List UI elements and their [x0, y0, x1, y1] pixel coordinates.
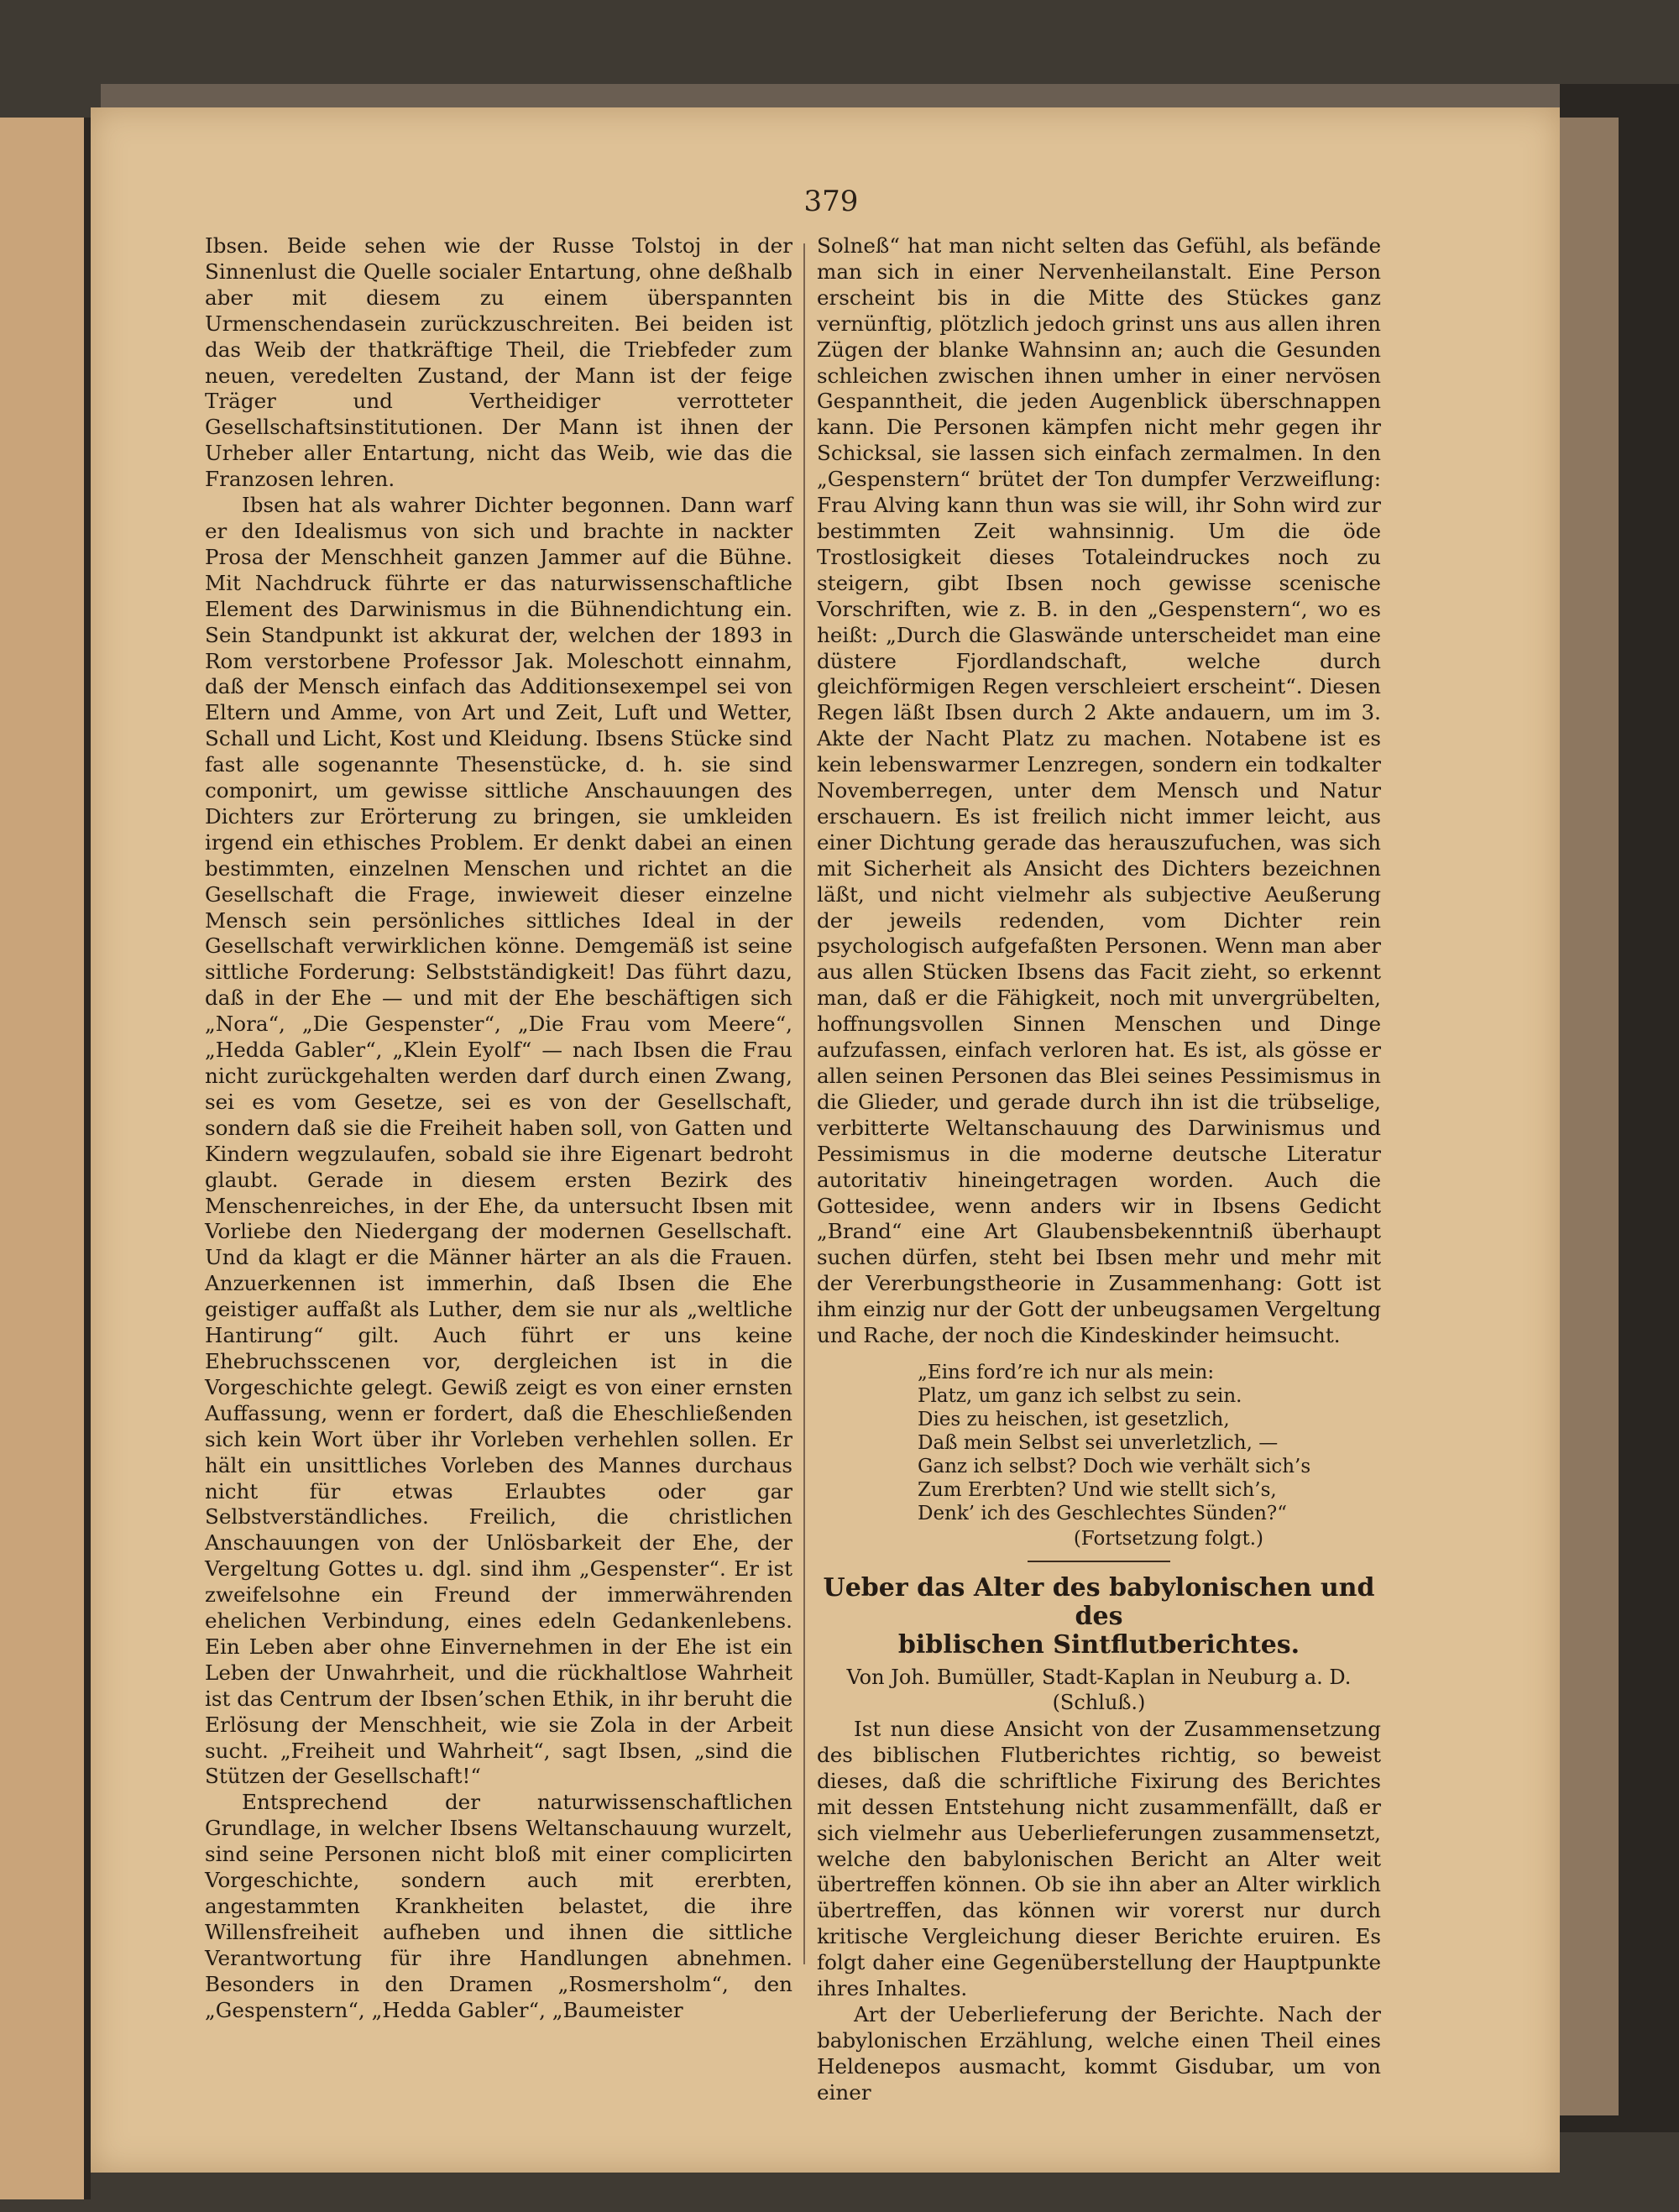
poem-line: Platz, um ganz ich selbst zu sein. [918, 1384, 1242, 1407]
poem-line: „Eins ford’re ich nur als mein: [918, 1361, 1215, 1383]
article-title [817, 1574, 1381, 1660]
paragraph: Art der Ueberlieferung der Berichte. Nach der babylonischen Erzählung, welche einen Theil eines Heldenepos ausmacht, kommt Gisdubar, um von einer [817, 2001, 1381, 2105]
paragraph: Entsprechend der naturwissenschaftlichen Grundlage, in welcher Ibsens Weltanschauung wurzelt, sind seine Personen nicht bloß mit einer complicirten Vorgeschichte, sondern auch mit ererbten, angestammten Krankheiten belastet, die ihre Willensfreiheit aufheben und ihnen die sittliche Verantwortung für ihre Handlungen abnehmen. Besonders in den Dramen „Rosmersholm“, den „Gespenstern“, „Hedda Gabler“, „Baumeister [205, 1790, 792, 2022]
poem-line: Ganz ich selbst? Doch wie verhält sich’s [918, 1455, 1311, 1477]
article-subtitle: (Schluß.) [1052, 1690, 1146, 1714]
right-column [817, 233, 1381, 2105]
section-rule [1028, 1561, 1170, 1562]
page-number: 379 [803, 185, 859, 218]
paragraph: Ibsen hat als wahrer Dichter begonnen. Dann warf er den Idealismus von sich und brachte in nackter Prosa der Menschheit ganzen Jammer auf die Bühne. Mit Nachdruck führte er das naturwissenschaftliche Element des Darwinismus in die Bühnendichtung ein. Sein Standpunkt ist akkurat der, welchen der 1893 in Rom verstorbene Professor Jak. Moleschott einnahm, daß der Mensch einfach das Additionsexempel sei von Eltern und Amme, von Art und Zeit, Luft und Wetter, Schall und Licht, Kost und Kleidung. Ibsens Stücke sind fast alle sogenannte Thesenstücke, d. h. sie sind componirt, um gewisse sittliche Anschauungen des Dichters zur Erörterung zu bringen, sie umkleiden irgend ein ethisches Problem. Er denkt dabei an einen bestimmten, einzelnen Menschen und richtet an die Gesellschaft die Frage, inwieweit dieser einzelne Mensch sein persönliches sittliches Ideal in der Gesellschaft verwirklichen könne. Demgemäß ist seine sittliche Forderung: Selbstständigkeit! Das führt dazu, daß in der Ehe — und mit der Ehe beschäftigen sich „Nora“, „Die Gespenster“, „Die Frau vom Meere“, „Hedda Gabler“, „Klein Eyolf“ — nach Ibsen die Frau nicht zurückgehalten werden darf durch einen Zwang, sei es vom Gesetze, sei es von der Gesellschaft, sondern daß sie die Freiheit haben soll, von Gatten und Kindern wegzulaufen, sobald sie ihre Eigenart bedroht glaubt. Gerade in diesem ersten Bezirk des Menschenreiches, in der Ehe, da untersucht Ibsen mit Vorliebe den Niedergang der modernen Gesellschaft. Und da klagt er die Männer härter an als die Frauen. Anzuerkennen ist immerhin, daß Ibsen die Ehe geistiger auffaßt als Luther, dem sie nur als „weltliche Hantirung“ gilt. Auch führt er uns keine Ehebruchsscenen vor, dergleichen ist in die Vorgeschichte gelegt. Gewiß zeigt es von einer ernsten Auffassung, wenn er fordert, daß die Eheschließenden sich kein Wort über ihr Vorleben verhehlen sollen. Er hält ein unsittliches Vorleben des Mannes durchaus nicht für etwas Erlaubtes oder gar Selbstverständliches. Freilich, die christlichen Anschauungen von der Unlösbarkeit der Ehe, der Vergeltung Gottes u. dgl. sind ihm „Gespenster“. Er ist zweifelsohne ein Freund der immerwährenden ehelichen Verbindung, eines edeln Gedankenlebens. Ein Leben aber ohne Einvernehmen in der Ehe ist ein Leben der Unwahrheit, und die rückhaltlose Wahrheit ist das Centrum der Ibsen’schen Ethik, in ihr beruht die Erlösung der Menschheit, wie sie Zola in der Arbeit sucht. „Freiheit und Wahrheit“, sagt Ibsen, „sind die Stützen der Gesellschaft!“ [205, 493, 792, 1789]
poem-line: Zum Ererbten? Und wie stellt sich’s, [918, 1478, 1277, 1501]
book-binding-top [101, 84, 1679, 107]
book-cloth-edge [1560, 118, 1619, 2115]
article-title-line: biblischen Sintflutberichtes. [897, 1629, 1300, 1660]
article-title-line: Ueber das Alter des babylonischen und des [823, 1572, 1375, 1631]
paragraph: Ibsen. Beide sehen wie der Russe Tolstoj in der Sinnenlust die Quelle socialer Entartung, ohne deßhalb aber mit diesem zu einem überspannten Urmenschendasein zurückzuschreiten. Bei beiden ist das Weib der thatkräftige Theil, die Triebfeder zum neuen, veredelten Zustand, der Mann ist der feige Träger und Vertheidiger verrotteter Gesellschaftsinstitutionen. Der Mann ist ihnen der Urheber aller Entartung, nicht das Weib, wie das die Franzosen lehren. [205, 233, 792, 492]
poem-line: Dies zu heischen, ist gesetzlich, [918, 1408, 1230, 1430]
continuation-note: (Fortsetzung folgt.) [1073, 1527, 1263, 1550]
article-byline: Von Joh. Bumüller, Stadt-Kaplan in Neuburg a. D. [846, 1665, 1352, 1689]
facing-page-edge [0, 118, 89, 2199]
paragraph: Ist nun diese Ansicht von der Zusammensetzung des biblischen Flutberichtes richtig, so beweist dieses, daß die schriftliche Fixirung des Berichtes mit dessen Entstehung nicht zusammenfällt, daß er sich vielmehr aus Ueberlieferungen zusammensetzt, welche den babylonischen Bericht an Alter weit übertreffen können. Ob sie ihn aber an Alter wirklich übertreffen, das können wir vorerst nur durch kritische Vergleichung dieser Berichte eruiren. Es folgt daher eine Gegenüberstellung der Hauptpunkte ihres Inhaltes. [817, 1716, 1381, 2001]
left-column [205, 233, 792, 2022]
poem-line: Daß mein Selbst sei unverletzlich, — [918, 1431, 1279, 1454]
paragraph: Solneß“ hat man nicht selten das Gefühl, als befände man sich in einer Nervenheilanstalt. Eine Person erscheint bis in die Mitte des Stückes ganz vernünftig, plötzlich jedoch grinst uns aus allen ihren Zügen der blanke Wahnsinn an; auch die Gesunden schleichen zwischen ihnen umher in einer nervösen Gespanntheit, die jeden Augenblick überschnappen kann. Die Personen kämpfen nicht mehr gegen ihr Schicksal, sie lassen sich einfach zermalmen. In den „Gespenstern“ brütet der Ton dumpfer Verzweiflung: Frau Alving kann thun was sie will, ihr Sohn wird zur bestimmten Zeit wahnsinnig. Um die öde Trostlosigkeit dieses Totaleindruckes noch zu steigern, gibt Ibsen noch gewisse scenische Vorschriften, wie z. B. in den „Gespenstern“, wo es heißt: „Durch die Glaswände unterscheidet man eine düstere Fjordlandschaft, welche durch gleichförmigen Regen verschleiert erscheint“. Diesen Regen läßt Ibsen durch 2 Akte andauern, um im 3. Akte der Nacht Platz zu machen. Notabene ist es kein lebenswarmer Lenzregen, sondern ein todkalter Novemberregen, unter dem Mensch und Natur erschauern. Es ist freilich nicht immer leicht, aus einer Dichtung gerade das herauszufuchen, was sich mit Sicherheit als Ansicht des Dichters bezeichnen läßt, und nicht vielmehr als subjective Aeußerung der jeweils redenden, vom Dichter rein psychologisch aufgefaßten Personen. Wenn man aber aus allen Stücken Ibsens das Facit zieht, so erkennt man, daß er die Fähigkeit, noch mit unvergrübelten, hoffnungsvollen Sinnen Menschen und Dinge aufzufassen, einfach verloren hat. Es ist, als gösse er allen seinen Personen das Blei seines Pessimismus in die Glieder, und gerade durch ihn ist die trübselige, verbitterte Weltanschauung des Darwinismus und Pessimismus in die moderne deutsche Literatur autoritativ hineingetragen worden. Auch die Gottesidee, wenn anders wir in Ibsens Gedicht „Brand“ eine Art Glaubensbekenntniß überhaupt suchen dürfen, steht bei Ibsen mehr und mehr mit der Vererbungstheorie in Zusammenhang: Gott ist ihm einzig nur der Gott der unbeugsamen Vergeltung und Rache, der noch die Kindeskinder heimsucht. [817, 233, 1381, 1348]
column-divider [803, 243, 805, 1964]
poem-quote [918, 1361, 1381, 1550]
spine-gutter [84, 118, 91, 2199]
poem-line: Denk’ ich des Geschlechtes Sünden?“ [918, 1502, 1287, 1524]
